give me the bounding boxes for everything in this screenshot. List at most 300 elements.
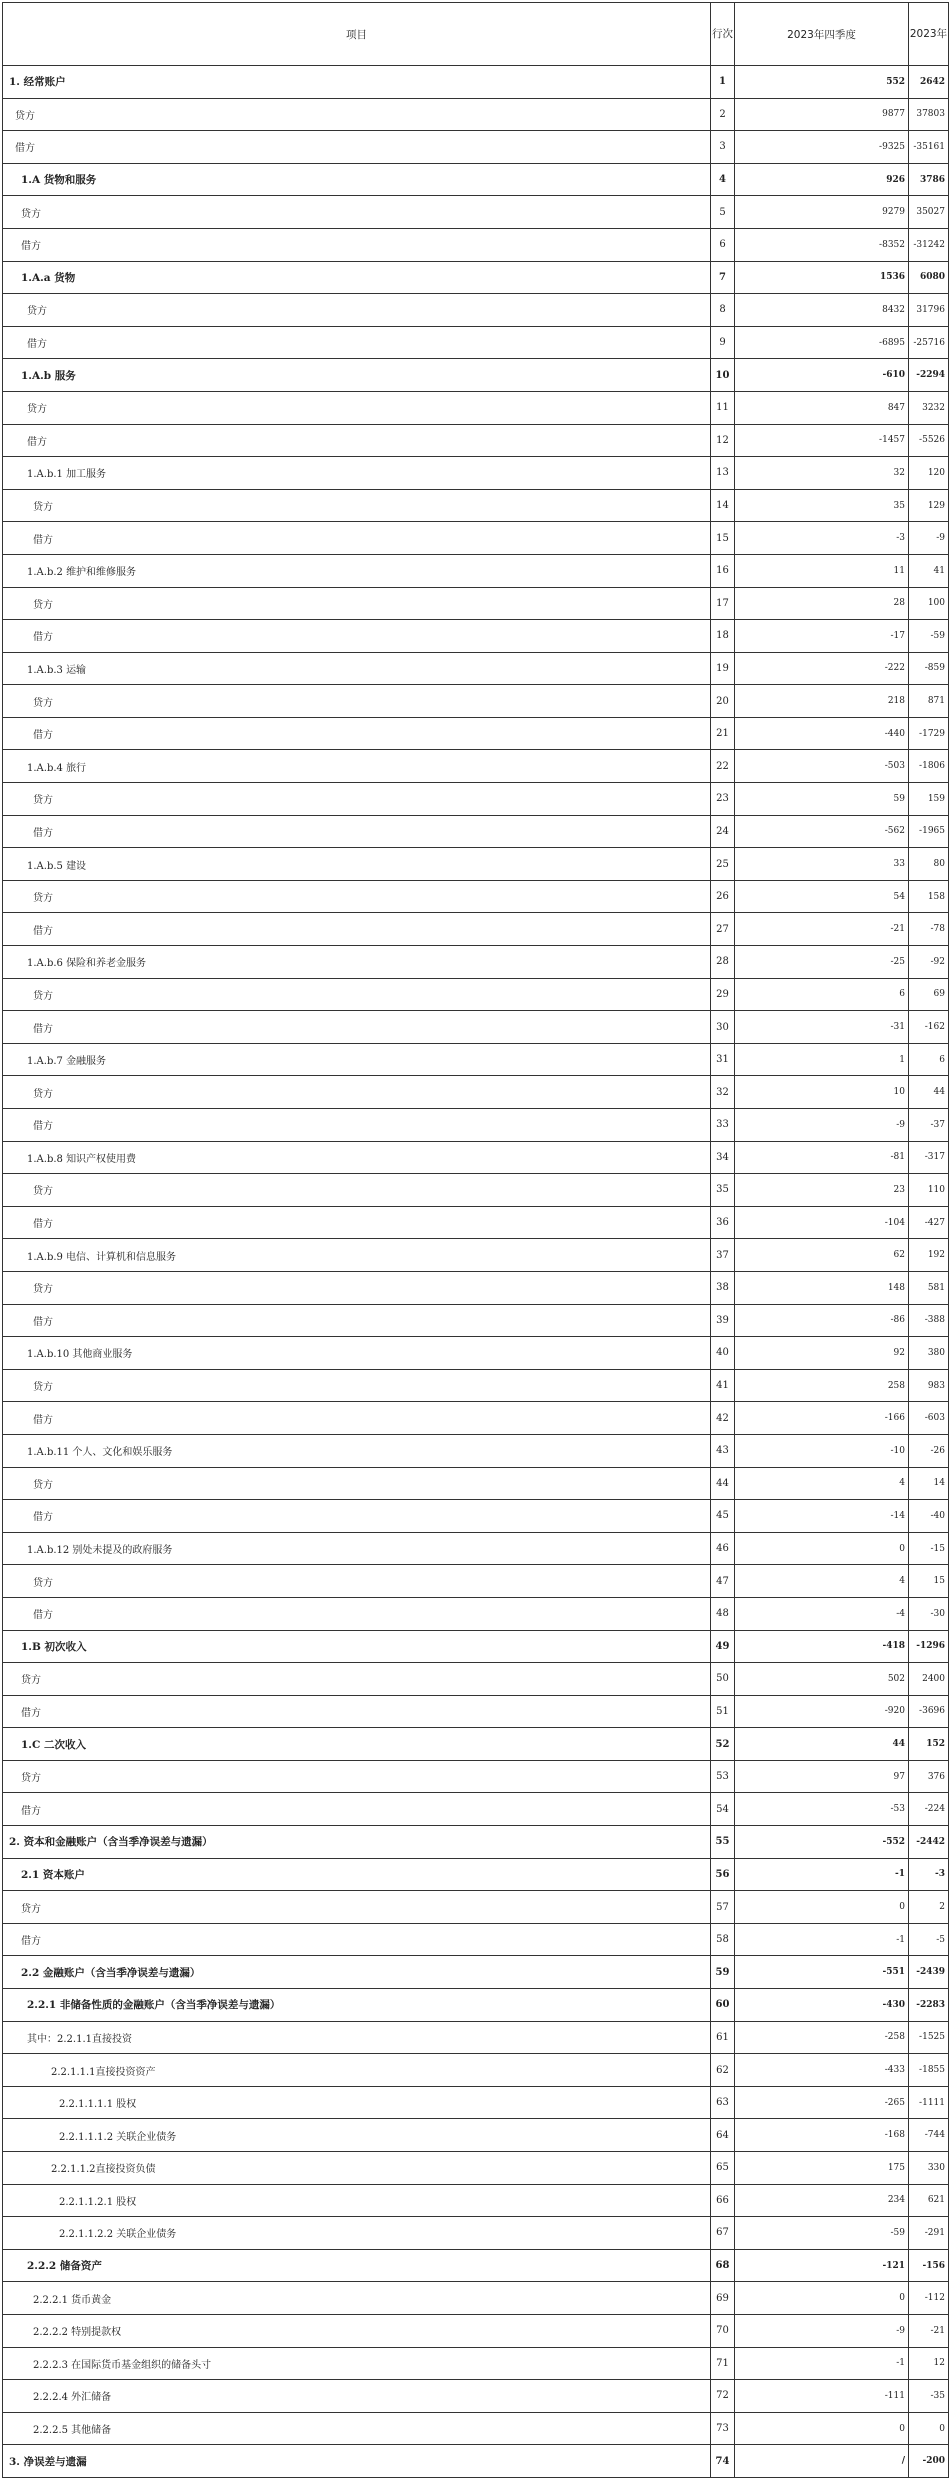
row-year-value: -15 xyxy=(909,1532,949,1565)
balance-of-payments-table xyxy=(2,2,949,2478)
row-q4-value: -53 xyxy=(735,1793,909,1826)
row-q4-value: -121 xyxy=(735,2249,909,2282)
row-year-value: -3 xyxy=(909,1858,949,1891)
row-q4-value: 44 xyxy=(735,1728,909,1761)
row-q4-value: 6 xyxy=(735,978,909,1011)
row-line-number: 59 xyxy=(711,1956,735,1989)
row-q4-value: -418 xyxy=(735,1630,909,1663)
row-label: 借方 xyxy=(3,1011,711,1044)
row-year-value: -5 xyxy=(909,1923,949,1956)
row-label: 借方 xyxy=(3,1304,711,1337)
row-label: 贷方 xyxy=(3,1467,711,1500)
row-line-number: 28 xyxy=(711,946,735,979)
row-label: 1.A.a 货物 xyxy=(3,261,711,294)
row-line-number: 34 xyxy=(711,1141,735,1174)
row-label: 借方 xyxy=(3,1793,711,1826)
table-row xyxy=(3,1532,949,1565)
row-label: 贷方 xyxy=(3,391,711,424)
row-year-value: -40 xyxy=(909,1500,949,1533)
row-label: 借方 xyxy=(3,717,711,750)
row-year-value: 2400 xyxy=(909,1663,949,1696)
row-label: 借方 xyxy=(3,228,711,261)
row-label: 1.A.b.12 别处未提及的政府服务 xyxy=(3,1532,711,1565)
row-year-value: 6080 xyxy=(909,261,949,294)
row-label: 借方 xyxy=(3,131,711,164)
table-row xyxy=(3,652,949,685)
row-label: 贷方 xyxy=(3,783,711,816)
row-label: 1.A 货物和服务 xyxy=(3,163,711,196)
row-line-number: 3 xyxy=(711,131,735,164)
table-row xyxy=(3,2380,949,2413)
row-q4-value: 502 xyxy=(735,1663,909,1696)
table-row xyxy=(3,2152,949,2185)
row-line-number: 13 xyxy=(711,457,735,490)
row-label: 1.A.b.2 维护和维修服务 xyxy=(3,554,711,587)
table-row xyxy=(3,1206,949,1239)
row-year-value: 110 xyxy=(909,1174,949,1207)
row-year-value: 0 xyxy=(909,2412,949,2445)
table-body xyxy=(3,66,949,2478)
table-row xyxy=(3,2184,949,2217)
row-q4-value: -1 xyxy=(735,1923,909,1956)
row-year-value: 69 xyxy=(909,978,949,1011)
row-label: 贷方 xyxy=(3,196,711,229)
row-year-value: -35 xyxy=(909,2380,949,2413)
table-row xyxy=(3,554,949,587)
table-row xyxy=(3,2054,949,2087)
row-line-number: 57 xyxy=(711,1891,735,1924)
table-row xyxy=(3,228,949,261)
row-year-value: 100 xyxy=(909,587,949,620)
row-label: 贷方 xyxy=(3,98,711,131)
row-q4-value: 9877 xyxy=(735,98,909,131)
table-row xyxy=(3,2249,949,2282)
table-header-row xyxy=(3,3,949,66)
row-q4-value: 1536 xyxy=(735,261,909,294)
row-q4-value: -562 xyxy=(735,815,909,848)
row-q4-value: 0 xyxy=(735,2282,909,2315)
row-q4-value: 9279 xyxy=(735,196,909,229)
row-line-number: 71 xyxy=(711,2347,735,2380)
row-year-value: 80 xyxy=(909,848,949,881)
row-label: 借方 xyxy=(3,1109,711,1142)
table-row xyxy=(3,1174,949,1207)
row-q4-value: -14 xyxy=(735,1500,909,1533)
table-row xyxy=(3,978,949,1011)
row-line-number: 50 xyxy=(711,1663,735,1696)
table-row xyxy=(3,1597,949,1630)
row-q4-value: -9 xyxy=(735,1109,909,1142)
table-row xyxy=(3,1695,949,1728)
row-q4-value: -920 xyxy=(735,1695,909,1728)
row-line-number: 25 xyxy=(711,848,735,881)
row-q4-value: 28 xyxy=(735,587,909,620)
row-label: 2.2.2.2 特别提款权 xyxy=(3,2314,711,2347)
row-label: 2.2.1.1.2.2 关联企业债务 xyxy=(3,2217,711,2250)
row-year-value: -35161 xyxy=(909,131,949,164)
row-label: 2.2.1.1.2直接投资负债 xyxy=(3,2152,711,2185)
row-label: 1.A.b.5 建设 xyxy=(3,848,711,881)
row-line-number: 63 xyxy=(711,2086,735,2119)
row-line-number: 51 xyxy=(711,1695,735,1728)
row-label: 2.2.2.3 在国际货币基金组织的储备头寸 xyxy=(3,2347,711,2380)
row-q4-value: -25 xyxy=(735,946,909,979)
row-label: 2.2.2.5 其他储备 xyxy=(3,2412,711,2445)
row-year-value: -427 xyxy=(909,1206,949,1239)
row-q4-value: -610 xyxy=(735,359,909,392)
table-row xyxy=(3,2217,949,2250)
row-label: 其中：2.2.1.1直接投资 xyxy=(3,2021,711,2054)
row-label: 贷方 xyxy=(3,1565,711,1598)
row-year-value: 2 xyxy=(909,1891,949,1924)
row-year-value: -30 xyxy=(909,1597,949,1630)
table-row xyxy=(3,913,949,946)
row-year-value: -26 xyxy=(909,1434,949,1467)
row-label: 贷方 xyxy=(3,294,711,327)
row-year-value: -1729 xyxy=(909,717,949,750)
table-row xyxy=(3,1793,949,1826)
row-q4-value: 4 xyxy=(735,1467,909,1500)
row-q4-value: 35 xyxy=(735,489,909,522)
table-row xyxy=(3,587,949,620)
row-q4-value: -104 xyxy=(735,1206,909,1239)
row-q4-value: 218 xyxy=(735,685,909,718)
row-year-value: -1855 xyxy=(909,2054,949,2087)
row-line-number: 61 xyxy=(711,2021,735,2054)
row-year-value: 15 xyxy=(909,1565,949,1598)
header-item: 项目 xyxy=(3,3,711,66)
table-row xyxy=(3,1989,949,2022)
row-q4-value: -21 xyxy=(735,913,909,946)
row-q4-value: 54 xyxy=(735,880,909,913)
row-line-number: 14 xyxy=(711,489,735,522)
row-year-value: -162 xyxy=(909,1011,949,1044)
row-year-value: 129 xyxy=(909,489,949,522)
row-q4-value: 32 xyxy=(735,457,909,490)
row-q4-value: -430 xyxy=(735,1989,909,2022)
row-line-number: 60 xyxy=(711,1989,735,2022)
row-q4-value: -17 xyxy=(735,620,909,653)
row-line-number: 56 xyxy=(711,1858,735,1891)
row-year-value: -21 xyxy=(909,2314,949,2347)
table-row xyxy=(3,1728,949,1761)
row-year-value: 983 xyxy=(909,1369,949,1402)
row-year-value: 6 xyxy=(909,1043,949,1076)
row-q4-value: -9 xyxy=(735,2314,909,2347)
row-q4-value: 10 xyxy=(735,1076,909,1109)
row-line-number: 66 xyxy=(711,2184,735,2217)
row-year-value: 41 xyxy=(909,554,949,587)
row-q4-value: 33 xyxy=(735,848,909,881)
row-label: 贷方 xyxy=(3,1174,711,1207)
table-row xyxy=(3,1076,949,1109)
row-year-value: -156 xyxy=(909,2249,949,2282)
row-q4-value: -3 xyxy=(735,522,909,555)
row-line-number: 9 xyxy=(711,326,735,359)
table-row xyxy=(3,1043,949,1076)
table-row xyxy=(3,424,949,457)
row-line-number: 73 xyxy=(711,2412,735,2445)
row-line-number: 1 xyxy=(711,66,735,99)
row-q4-value: 59 xyxy=(735,783,909,816)
row-label: 贷方 xyxy=(3,1891,711,1924)
row-line-number: 43 xyxy=(711,1434,735,1467)
row-label: 1.A.b.7 金融服务 xyxy=(3,1043,711,1076)
row-line-number: 12 xyxy=(711,424,735,457)
row-year-value: 14 xyxy=(909,1467,949,1500)
row-year-value: 159 xyxy=(909,783,949,816)
row-line-number: 38 xyxy=(711,1271,735,1304)
row-year-value: -1965 xyxy=(909,815,949,848)
row-line-number: 30 xyxy=(711,1011,735,1044)
row-label: 借方 xyxy=(3,1923,711,1956)
table-row xyxy=(3,2021,949,2054)
table-row xyxy=(3,848,949,881)
row-label: 1.A.b.1 加工服务 xyxy=(3,457,711,490)
table-row xyxy=(3,1304,949,1337)
header-line: 行次 xyxy=(711,3,735,66)
row-line-number: 20 xyxy=(711,685,735,718)
row-year-value: 376 xyxy=(909,1760,949,1793)
row-line-number: 39 xyxy=(711,1304,735,1337)
row-line-number: 16 xyxy=(711,554,735,587)
row-year-value: 37803 xyxy=(909,98,949,131)
row-line-number: 55 xyxy=(711,1826,735,1859)
table-row xyxy=(3,750,949,783)
row-label: 1.A.b.10 其他商业服务 xyxy=(3,1337,711,1370)
row-line-number: 31 xyxy=(711,1043,735,1076)
row-label: 1.A.b.9 电信、计算机和信息服务 xyxy=(3,1239,711,1272)
row-q4-value: -111 xyxy=(735,2380,909,2413)
row-label: 贷方 xyxy=(3,685,711,718)
row-q4-value: 552 xyxy=(735,66,909,99)
row-label: 借方 xyxy=(3,913,711,946)
row-line-number: 58 xyxy=(711,1923,735,1956)
row-label: 借方 xyxy=(3,1695,711,1728)
row-label: 2. 资本和金融账户（含当季净误差与遗漏） xyxy=(3,1826,711,1859)
row-year-value: -2442 xyxy=(909,1826,949,1859)
row-line-number: 8 xyxy=(711,294,735,327)
row-year-value: -31242 xyxy=(909,228,949,261)
row-line-number: 27 xyxy=(711,913,735,946)
row-line-number: 53 xyxy=(711,1760,735,1793)
row-label: 2.2.1.1.1.1 股权 xyxy=(3,2086,711,2119)
row-line-number: 2 xyxy=(711,98,735,131)
row-year-value: -112 xyxy=(909,2282,949,2315)
table-row xyxy=(3,880,949,913)
row-label: 贷方 xyxy=(3,587,711,620)
table-row xyxy=(3,1109,949,1142)
row-label: 2.2.2.1 货币黄金 xyxy=(3,2282,711,2315)
row-year-value: -5526 xyxy=(909,424,949,457)
row-q4-value: 1 xyxy=(735,1043,909,1076)
row-year-value: 158 xyxy=(909,880,949,913)
row-q4-value: 23 xyxy=(735,1174,909,1207)
row-year-value: -291 xyxy=(909,2217,949,2250)
row-q4-value: -222 xyxy=(735,652,909,685)
table-row xyxy=(3,1011,949,1044)
table-row xyxy=(3,2445,949,2478)
row-label: 2.2 金融账户（含当季净误差与遗漏） xyxy=(3,1956,711,1989)
row-q4-value: -258 xyxy=(735,2021,909,2054)
row-line-number: 45 xyxy=(711,1500,735,1533)
row-year-value: 581 xyxy=(909,1271,949,1304)
row-line-number: 36 xyxy=(711,1206,735,1239)
table-row xyxy=(3,66,949,99)
table-row xyxy=(3,1500,949,1533)
row-q4-value: 11 xyxy=(735,554,909,587)
table-row xyxy=(3,1630,949,1663)
row-q4-value: -4 xyxy=(735,1597,909,1630)
table-row xyxy=(3,1956,949,1989)
table-row xyxy=(3,1858,949,1891)
row-label: 2.2.1.1.1直接投资资产 xyxy=(3,2054,711,2087)
row-year-value: 2642 xyxy=(909,66,949,99)
row-year-value: 871 xyxy=(909,685,949,718)
row-label: 3. 净误差与遗漏 xyxy=(3,2445,711,2478)
row-year-value: 621 xyxy=(909,2184,949,2217)
table-row xyxy=(3,1891,949,1924)
row-label: 借方 xyxy=(3,1500,711,1533)
row-q4-value: 926 xyxy=(735,163,909,196)
row-year-value: -859 xyxy=(909,652,949,685)
row-q4-value: -1 xyxy=(735,2347,909,2380)
row-line-number: 35 xyxy=(711,1174,735,1207)
row-q4-value: 92 xyxy=(735,1337,909,1370)
row-year-value: 35027 xyxy=(909,196,949,229)
row-line-number: 64 xyxy=(711,2119,735,2152)
row-label: 2.2.1 非储备性质的金融账户（含当季净误差与遗漏） xyxy=(3,1989,711,2022)
row-year-value: -744 xyxy=(909,2119,949,2152)
row-year-value: -1806 xyxy=(909,750,949,783)
row-year-value: -9 xyxy=(909,522,949,555)
row-year-value: -92 xyxy=(909,946,949,979)
row-line-number: 6 xyxy=(711,228,735,261)
row-q4-value: -433 xyxy=(735,2054,909,2087)
table-row xyxy=(3,1923,949,1956)
row-label: 借方 xyxy=(3,424,711,457)
row-line-number: 21 xyxy=(711,717,735,750)
header-q4: 2023年四季度 xyxy=(735,3,909,66)
table-row xyxy=(3,1402,949,1435)
row-label: 借方 xyxy=(3,1597,711,1630)
row-line-number: 44 xyxy=(711,1467,735,1500)
row-q4-value: 175 xyxy=(735,2152,909,2185)
row-line-number: 19 xyxy=(711,652,735,685)
table-row xyxy=(3,294,949,327)
row-line-number: 74 xyxy=(711,2445,735,2478)
row-q4-value: 847 xyxy=(735,391,909,424)
table-row xyxy=(3,489,949,522)
table-row xyxy=(3,359,949,392)
row-line-number: 18 xyxy=(711,620,735,653)
row-year-value: 12 xyxy=(909,2347,949,2380)
row-q4-value: -31 xyxy=(735,1011,909,1044)
row-year-value: 330 xyxy=(909,2152,949,2185)
table-row xyxy=(3,1760,949,1793)
row-q4-value: -1 xyxy=(735,1858,909,1891)
row-q4-value: 148 xyxy=(735,1271,909,1304)
row-line-number: 72 xyxy=(711,2380,735,2413)
row-line-number: 70 xyxy=(711,2314,735,2347)
row-line-number: 49 xyxy=(711,1630,735,1663)
row-label: 借方 xyxy=(3,815,711,848)
row-q4-value: 0 xyxy=(735,1532,909,1565)
row-line-number: 11 xyxy=(711,391,735,424)
row-label: 1.A.b 服务 xyxy=(3,359,711,392)
row-q4-value: -552 xyxy=(735,1826,909,1859)
table-row xyxy=(3,1337,949,1370)
table-row xyxy=(3,1565,949,1598)
row-year-value: -78 xyxy=(909,913,949,946)
row-line-number: 22 xyxy=(711,750,735,783)
table-row xyxy=(3,620,949,653)
row-q4-value: 0 xyxy=(735,1891,909,1924)
row-label: 贷方 xyxy=(3,1760,711,1793)
row-q4-value: -59 xyxy=(735,2217,909,2250)
row-year-value: 3232 xyxy=(909,391,949,424)
row-line-number: 48 xyxy=(711,1597,735,1630)
row-line-number: 29 xyxy=(711,978,735,1011)
table-row xyxy=(3,391,949,424)
table-row xyxy=(3,685,949,718)
row-label: 1.C 二次收入 xyxy=(3,1728,711,1761)
row-q4-value: -6895 xyxy=(735,326,909,359)
row-year-value: -200 xyxy=(909,2445,949,2478)
row-year-value: 44 xyxy=(909,1076,949,1109)
row-q4-value: -551 xyxy=(735,1956,909,1989)
row-q4-value: -265 xyxy=(735,2086,909,2119)
row-label: 贷方 xyxy=(3,1663,711,1696)
row-q4-value: -1457 xyxy=(735,424,909,457)
row-label: 2.2.2 储备资产 xyxy=(3,2249,711,2282)
table-row xyxy=(3,98,949,131)
row-year-value: 192 xyxy=(909,1239,949,1272)
row-year-value: -603 xyxy=(909,1402,949,1435)
row-q4-value: -86 xyxy=(735,1304,909,1337)
table-row xyxy=(3,2119,949,2152)
row-label: 贷方 xyxy=(3,880,711,913)
table-row xyxy=(3,2282,949,2315)
row-year-value: -59 xyxy=(909,620,949,653)
row-line-number: 62 xyxy=(711,2054,735,2087)
table-row xyxy=(3,2412,949,2445)
row-label: 借方 xyxy=(3,1206,711,1239)
row-label: 2.1 资本账户 xyxy=(3,1858,711,1891)
row-line-number: 46 xyxy=(711,1532,735,1565)
row-line-number: 52 xyxy=(711,1728,735,1761)
row-year-value: -2283 xyxy=(909,1989,949,2022)
row-line-number: 4 xyxy=(711,163,735,196)
row-year-value: -224 xyxy=(909,1793,949,1826)
row-q4-value: -8352 xyxy=(735,228,909,261)
table-row xyxy=(3,261,949,294)
row-label: 2.2.1.1.1.2 关联企业债务 xyxy=(3,2119,711,2152)
row-q4-value: -440 xyxy=(735,717,909,750)
row-label: 1.A.b.4 旅行 xyxy=(3,750,711,783)
row-label: 1.A.b.11 个人、文化和娱乐服务 xyxy=(3,1434,711,1467)
row-year-value: 3786 xyxy=(909,163,949,196)
row-label: 1.A.b.6 保险和养老金服务 xyxy=(3,946,711,979)
row-year-value: -1525 xyxy=(909,2021,949,2054)
table-row xyxy=(3,1369,949,1402)
row-q4-value: 8432 xyxy=(735,294,909,327)
table-row xyxy=(3,717,949,750)
table-row xyxy=(3,1239,949,1272)
row-line-number: 40 xyxy=(711,1337,735,1370)
table-row xyxy=(3,1826,949,1859)
row-year-value: -37 xyxy=(909,1109,949,1142)
